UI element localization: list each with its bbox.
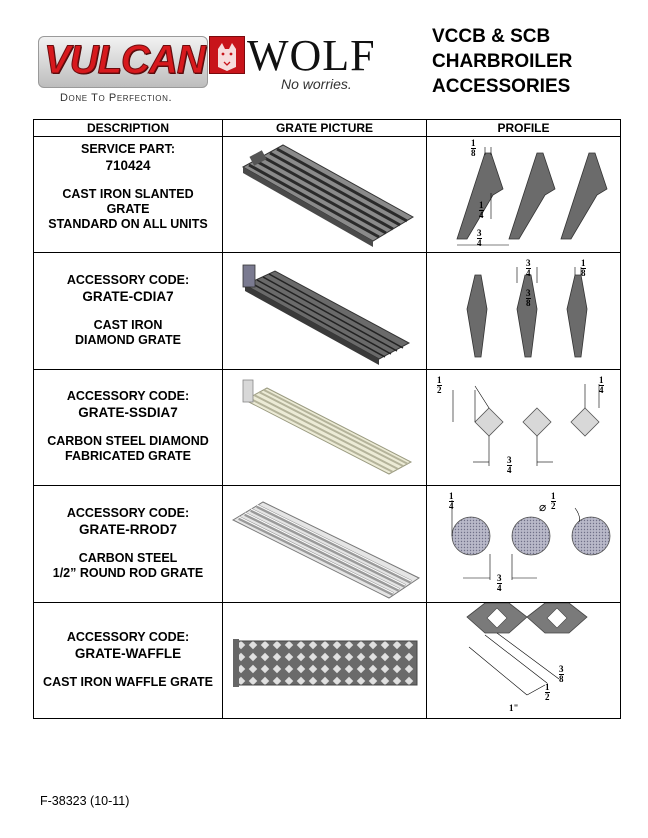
dim-denominator: 4 — [449, 501, 454, 511]
description-text — [34, 187, 222, 232]
dim-denominator: 2 — [437, 385, 442, 395]
description-line: DIAMOND GRATE — [74, 333, 181, 347]
description-line: STANDARD ON ALL UNITS — [48, 217, 208, 231]
page-title — [432, 24, 622, 99]
dimension-label — [551, 492, 556, 511]
table-row — [34, 486, 620, 603]
description-line: CAST IRON WAFFLE GRATE — [43, 675, 213, 689]
dim-denominator: 8 — [471, 148, 476, 158]
dimension-label — [437, 376, 442, 395]
description-line: CAST IRON — [93, 318, 163, 332]
part-code: GRATE-WAFFLE — [74, 646, 182, 661]
dim-denominator: 4 — [526, 268, 531, 278]
description-line: 1/2” ROUND ROD GRATE — [52, 566, 204, 580]
dim-denominator: 8 — [526, 298, 531, 308]
description-line: CARBON STEEL DIAMOND — [47, 434, 209, 448]
part-code: 710424 — [105, 158, 151, 173]
table-row — [34, 137, 620, 253]
description-cell — [34, 603, 222, 718]
vulcan-logo-text: VULCAN — [44, 38, 205, 82]
grate-picture-round-rod — [223, 486, 426, 602]
column-header-description: DESCRIPTION — [86, 121, 169, 135]
dim-numerator: 3 — [526, 258, 531, 268]
dim-numerator: 1 — [471, 138, 476, 148]
profile-waffle — [427, 603, 620, 718]
description-line: CARBON STEEL — [78, 551, 178, 565]
grate-picture-fabricated-diamond — [223, 370, 426, 485]
table-header-row — [34, 120, 620, 137]
description-cell — [34, 486, 222, 602]
diameter-symbol: ⌀ — [539, 500, 547, 514]
description-text — [34, 551, 222, 581]
column-header-grate-picture: GRATE PICTURE — [275, 121, 374, 135]
page-header — [0, 0, 648, 118]
dim-numerator: 3 — [559, 664, 564, 674]
dim-numerator: 3 — [526, 288, 531, 298]
dim-denominator: 8 — [559, 674, 564, 684]
part-code: GRATE-RROD7 — [78, 522, 177, 537]
dim-numerator: 1 — [449, 491, 454, 501]
dimension-label — [599, 376, 604, 395]
dim-numerator: 1 — [581, 258, 586, 268]
code-label: ACCESSORY CODE: — [66, 506, 190, 520]
description-text — [34, 318, 222, 348]
dimension-label — [526, 259, 531, 278]
description-cell — [34, 137, 222, 252]
title-line: ACCESSORIES — [432, 76, 571, 97]
title-line: CHARBROILER — [432, 51, 573, 72]
profile-fabricated-diamond — [427, 370, 620, 485]
table-row — [34, 370, 620, 486]
dim-numerator: 1 — [551, 491, 556, 501]
vulcan-logo — [38, 36, 208, 88]
dimension-label — [449, 492, 454, 511]
accessories-table — [33, 119, 621, 719]
dimension-label — [477, 229, 482, 248]
column-header-profile: PROFILE — [497, 121, 550, 135]
dimension-label — [545, 683, 550, 702]
dim-numerator: 1 — [545, 682, 550, 692]
code-label: ACCESSORY CODE: — [66, 389, 190, 403]
dimension-label — [507, 456, 512, 475]
dim-denominator: 4 — [599, 385, 604, 395]
dimension-label: 1" — [509, 703, 519, 713]
description-line: CAST IRON SLANTED — [62, 187, 194, 201]
grate-picture-diamond — [223, 253, 426, 369]
dim-numerator: 3 — [507, 455, 512, 465]
wolf-badge-icon — [209, 36, 245, 74]
dim-denominator: 8 — [581, 268, 586, 278]
code-label: ACCESSORY CODE: — [66, 273, 190, 287]
part-code: GRATE-CDIA7 — [82, 289, 174, 304]
dim-denominator: 4 — [507, 465, 512, 475]
grate-picture-slanted — [223, 137, 426, 252]
dimension-label — [479, 201, 484, 220]
description-cell — [34, 253, 222, 369]
dim-denominator: 4 — [479, 210, 484, 220]
dim-denominator: 2 — [551, 501, 556, 511]
description-line: GRATE — [106, 202, 150, 216]
profile-slanted — [427, 137, 620, 252]
wolf-tagline: No worries. — [281, 76, 352, 92]
part-code: GRATE-SSDIA7 — [78, 405, 178, 420]
wolf-logo — [209, 31, 399, 96]
wolf-logo-text: WOLF — [247, 31, 376, 80]
vulcan-tagline: Done To Perfection. — [60, 92, 173, 104]
code-label: SERVICE PART: — [80, 142, 175, 156]
dimension-label — [526, 289, 531, 308]
dim-denominator: 4 — [497, 583, 502, 593]
form-number: F-38323 (10-11) — [40, 794, 130, 808]
dim-denominator: 2 — [545, 692, 550, 702]
dim-numerator: 3 — [497, 573, 502, 583]
dimension-label — [581, 259, 586, 278]
dim-numerator: 1 — [599, 375, 604, 385]
dimension-label — [559, 665, 564, 684]
description-line: FABRICATED GRATE — [65, 449, 191, 463]
dim-denominator: 4 — [477, 238, 482, 248]
dimension-label — [497, 574, 502, 593]
description-text — [34, 434, 222, 464]
title-line: VCCB & SCB — [432, 26, 551, 47]
table-row — [34, 253, 620, 370]
dim-numerator: 1 — [437, 375, 442, 385]
profile-round-rod — [427, 486, 620, 602]
description-text — [34, 675, 222, 690]
grate-picture-waffle — [223, 603, 426, 718]
dim-numerator: 3 — [477, 228, 482, 238]
dim-numerator: 1 — [479, 200, 484, 210]
code-label: ACCESSORY CODE: — [66, 630, 190, 644]
dimension-label — [471, 139, 476, 158]
description-cell — [34, 370, 222, 485]
profile-diamond — [427, 253, 620, 369]
table-row — [34, 603, 620, 718]
